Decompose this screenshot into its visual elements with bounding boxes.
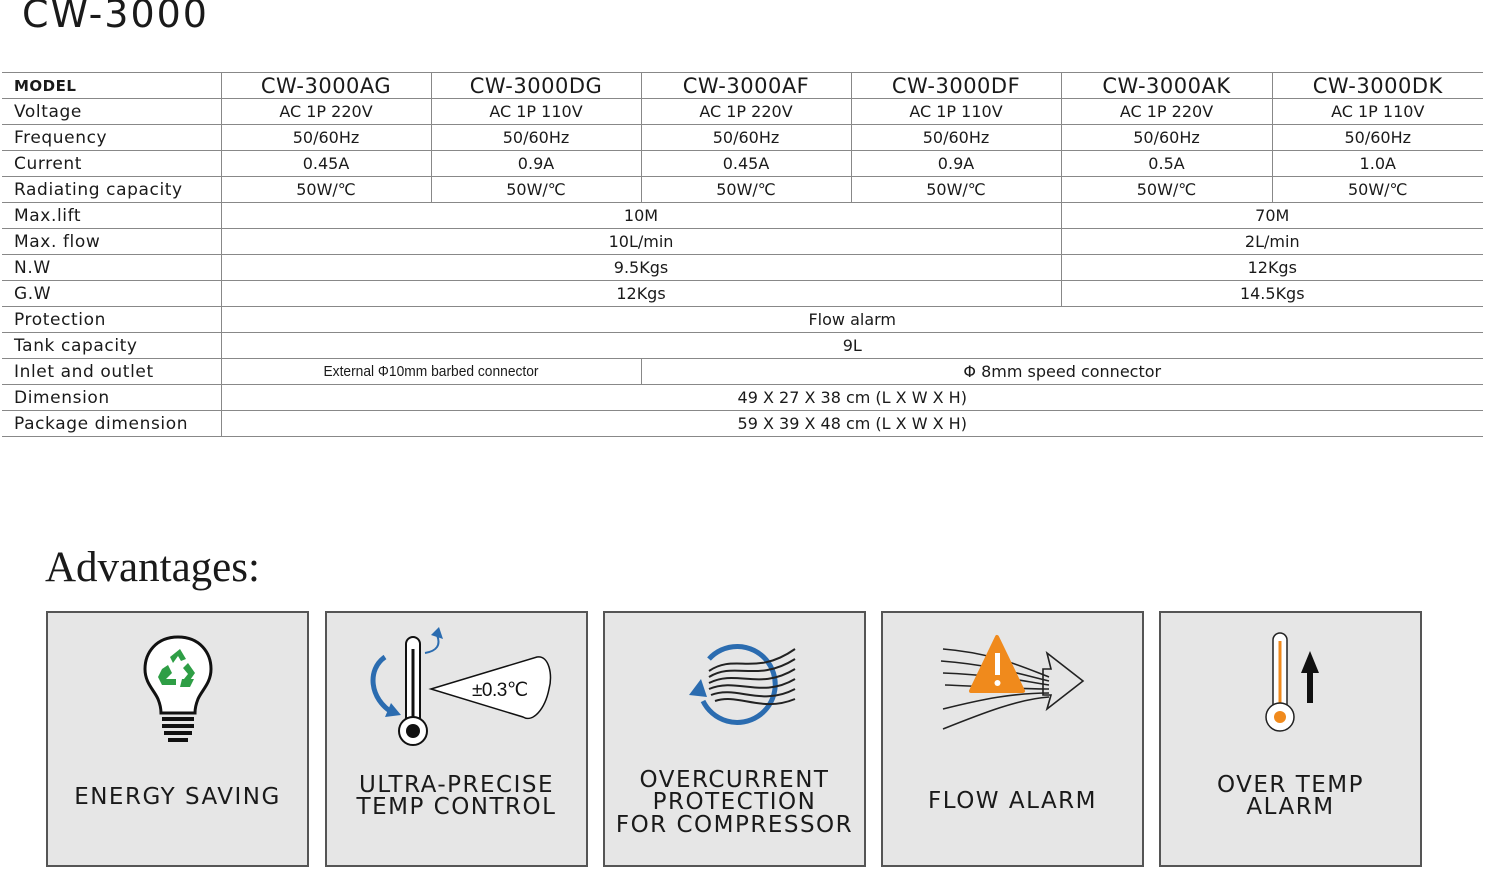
advantages-heading: Advantages: bbox=[45, 544, 260, 591]
table-cell: Φ 8mm speed connector bbox=[641, 359, 1483, 385]
model-name: CW-3000DK bbox=[1272, 73, 1483, 99]
advantage-card-overcurrent bbox=[603, 611, 866, 867]
model-name: CW-3000DF bbox=[851, 73, 1061, 99]
thermometer-precision-icon bbox=[327, 613, 586, 753]
table-cell: 12Kgs bbox=[221, 281, 1061, 307]
table-cell: 50W/℃ bbox=[1272, 177, 1483, 203]
table-cell: 50/60Hz bbox=[431, 125, 641, 151]
advantage-card-precise-temp bbox=[325, 611, 588, 867]
advantage-label: ENERGY SAVING bbox=[74, 784, 281, 810]
table-cell: 50W/℃ bbox=[851, 177, 1061, 203]
table-cell: 50/60Hz bbox=[641, 125, 851, 151]
overcurrent-wave-icon bbox=[605, 613, 864, 753]
table-cell: AC 1P 220V bbox=[221, 99, 431, 125]
table-row-tank-capacity bbox=[2, 333, 1483, 359]
row-label: Package dimension bbox=[2, 411, 221, 437]
table-cell: 49 X 27 X 38 cm (L X W X H) bbox=[221, 385, 1483, 411]
advantage-card-flow-alarm bbox=[881, 611, 1144, 867]
row-label: Inlet and outlet bbox=[2, 359, 221, 385]
table-cell: 50W/℃ bbox=[431, 177, 641, 203]
row-label: Protection bbox=[2, 307, 221, 333]
advantage-label: FLOW ALARM bbox=[927, 788, 1097, 814]
table-cell: AC 1P 110V bbox=[851, 99, 1061, 125]
table-cell: AC 1P 110V bbox=[431, 99, 641, 125]
table-row-frequency bbox=[2, 125, 1483, 151]
table-row-max-flow bbox=[2, 229, 1483, 255]
table-cell: 10L/min bbox=[221, 229, 1061, 255]
flow-warning-icon bbox=[883, 613, 1142, 753]
table-row-gross-weight bbox=[2, 281, 1483, 307]
advantage-label: OVERCURRENT bbox=[639, 767, 830, 793]
table-cell: 50W/℃ bbox=[221, 177, 431, 203]
table-cell: 0.9A bbox=[431, 151, 641, 177]
table-cell: 50/60Hz bbox=[221, 125, 431, 151]
advantage-label: FOR COMPRESSOR bbox=[615, 812, 854, 838]
row-label: Current bbox=[2, 151, 221, 177]
table-cell: 2L/min bbox=[1061, 229, 1483, 255]
table-row-current bbox=[2, 151, 1483, 177]
model-name: CW-3000AK bbox=[1061, 73, 1272, 99]
recycle-bulb-icon bbox=[48, 613, 307, 753]
table-cell: 59 X 39 X 48 cm (L X W X H) bbox=[221, 411, 1483, 437]
table-row-protection bbox=[2, 307, 1483, 333]
table-cell: 12Kgs bbox=[1061, 255, 1483, 281]
row-label: Max. flow bbox=[2, 229, 221, 255]
table-cell: 0.9A bbox=[851, 151, 1061, 177]
table-cell: Flow alarm bbox=[221, 307, 1483, 333]
table-row-max-lift bbox=[2, 203, 1483, 229]
page-title: CW-3000 bbox=[22, 0, 209, 36]
advantage-label: ULTRA-PRECISE bbox=[359, 772, 554, 798]
advantage-label: ALARM bbox=[1246, 794, 1335, 820]
spec-table bbox=[2, 72, 1483, 437]
table-row-voltage bbox=[2, 99, 1483, 125]
model-name: CW-3000AF bbox=[641, 73, 851, 99]
row-label: Tank capacity bbox=[2, 333, 221, 359]
table-cell: 0.45A bbox=[641, 151, 851, 177]
row-label: Frequency bbox=[2, 125, 221, 151]
precision-badge: ±0.3℃ bbox=[472, 680, 528, 701]
advantage-label: OVER TEMP bbox=[1216, 772, 1365, 798]
table-cell: 9.5Kgs bbox=[221, 255, 1061, 281]
advantage-card-over-temp bbox=[1159, 611, 1422, 867]
table-row-radiating-capacity bbox=[2, 177, 1483, 203]
table-cell: External Φ10mm barbed connector bbox=[238, 359, 624, 385]
table-cell: 50/60Hz bbox=[1061, 125, 1272, 151]
thermometer-up-arrow-icon bbox=[1161, 613, 1420, 753]
model-name: CW-3000DG bbox=[431, 73, 641, 99]
row-label: N.W bbox=[2, 255, 221, 281]
table-cell: 0.5A bbox=[1061, 151, 1272, 177]
model-name: CW-3000AG bbox=[221, 73, 431, 99]
table-row-net-weight bbox=[2, 255, 1483, 281]
table-cell: 0.45A bbox=[221, 151, 431, 177]
table-cell: 9L bbox=[221, 333, 1483, 359]
row-label: MODEL bbox=[2, 73, 221, 99]
table-cell: AC 1P 220V bbox=[641, 99, 851, 125]
row-label: Dimension bbox=[2, 385, 221, 411]
table-cell: 70M bbox=[1061, 203, 1483, 229]
advantage-label: TEMP CONTROL bbox=[356, 794, 557, 820]
table-row-model bbox=[2, 73, 1483, 99]
table-cell: 50W/℃ bbox=[641, 177, 851, 203]
table-cell: 10M bbox=[221, 203, 1061, 229]
table-row-dimension bbox=[2, 385, 1483, 411]
table-cell: 50/60Hz bbox=[851, 125, 1061, 151]
table-cell: AC 1P 220V bbox=[1061, 99, 1272, 125]
advantage-label: PROTECTION bbox=[652, 789, 817, 815]
row-label: Max.lift bbox=[2, 203, 221, 229]
table-row-package-dimension bbox=[2, 411, 1483, 437]
table-row-inlet-outlet bbox=[2, 359, 1483, 385]
row-label: G.W bbox=[2, 281, 221, 307]
advantage-card-energy-saving bbox=[46, 611, 309, 867]
table-cell: 50/60Hz bbox=[1272, 125, 1483, 151]
table-cell: AC 1P 110V bbox=[1272, 99, 1483, 125]
row-label: Radiating capacity bbox=[2, 177, 221, 203]
table-cell: 1.0A bbox=[1272, 151, 1483, 177]
row-label: Voltage bbox=[2, 99, 221, 125]
table-cell: 14.5Kgs bbox=[1061, 281, 1483, 307]
table-cell: 50W/℃ bbox=[1061, 177, 1272, 203]
